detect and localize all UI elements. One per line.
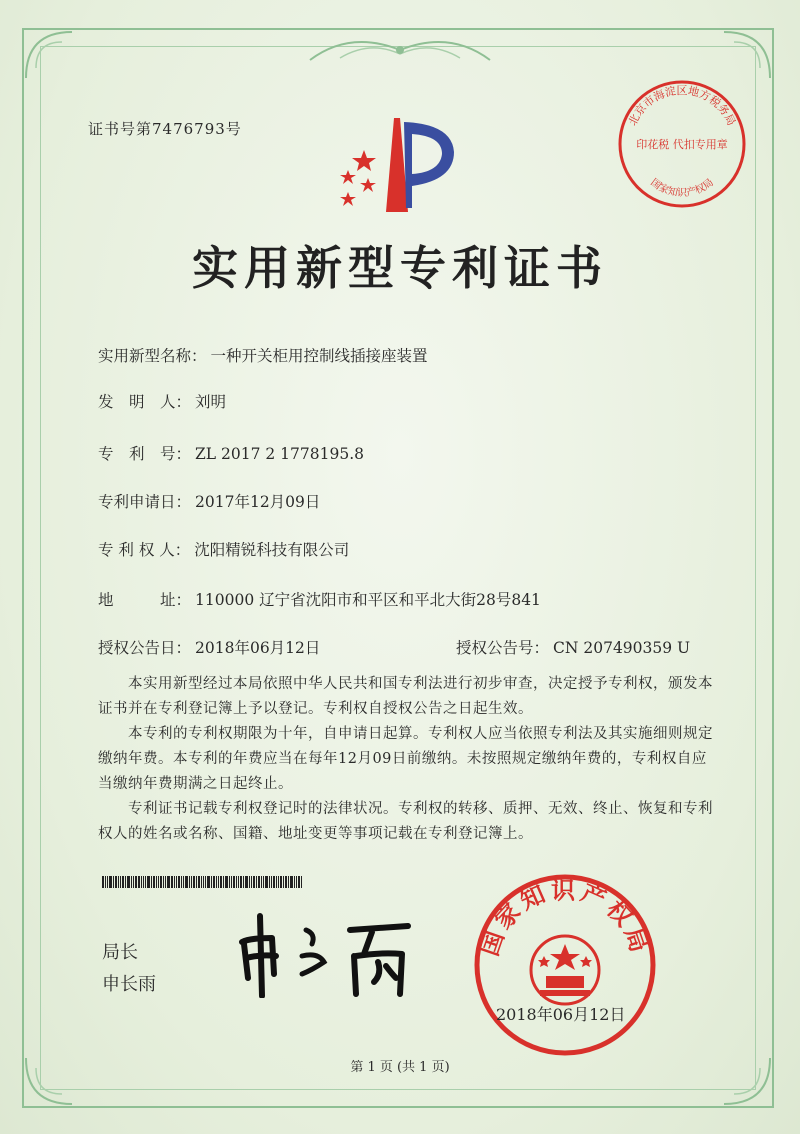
barcode-bar	[243, 876, 244, 888]
barcode-bar	[288, 876, 289, 888]
grant-number-value: CN 207490359 U	[553, 639, 691, 657]
barcode-bar	[213, 876, 215, 888]
field-patentee	[98, 538, 349, 560]
svg-text:北京市海淀区地方税务局	[626, 83, 738, 127]
grant-number-label: 授权公告号：	[456, 639, 550, 657]
top-ornament	[300, 30, 500, 70]
barcode-bar	[203, 876, 204, 888]
barcode-bar	[263, 876, 264, 888]
barcode-bar	[298, 876, 300, 888]
barcode-bar	[183, 876, 184, 888]
svg-text:国家知识产权局	[648, 176, 715, 199]
certificate-title: 实用新型专利证书	[192, 241, 608, 295]
barcode-bar	[301, 876, 302, 888]
statement-paragraph: 本专利的专利权期限为十年，自申请日起算。专利权人应当依照专利法及其实施细则规定缴纳年费。本专利的年费应当在每年12月09日前缴纳。未按照规定缴纳年费的，专利权自应当缴纳年费期满之日起终止。	[98, 726, 713, 792]
barcode-bar	[181, 876, 182, 888]
national-emblem-icon	[531, 936, 599, 1004]
official-seal	[470, 870, 660, 1060]
barcode-bar	[265, 876, 268, 888]
tax-stamp-bottom-text: 国家知识产权局	[648, 177, 716, 199]
barcode-bar	[167, 876, 170, 888]
barcode-bar	[201, 876, 202, 888]
barcode-bar	[273, 876, 275, 888]
barcode-bar	[223, 876, 224, 888]
barcode-bar	[269, 876, 270, 888]
field-grant-number	[456, 636, 690, 658]
barcode-bar	[231, 876, 232, 888]
barcode-bar	[296, 876, 297, 888]
address-value: 110000 辽宁省沈阳市和平区和平北大街28号841	[195, 591, 541, 609]
barcode-bar	[251, 876, 252, 888]
barcode-bar	[207, 876, 210, 888]
signatory-title: 局长	[102, 942, 138, 963]
barcode-bar	[133, 876, 134, 888]
barcode-bar	[225, 876, 228, 888]
barcode-bar	[153, 876, 155, 888]
barcode-bar	[131, 876, 132, 888]
signatory-name: 申长雨	[102, 974, 156, 995]
barcode-bar	[205, 876, 206, 888]
field-address	[98, 588, 541, 610]
barcode-bar	[107, 876, 108, 888]
barcode-bar	[176, 876, 177, 888]
barcode-bar	[138, 876, 140, 888]
barcode-bar	[193, 876, 195, 888]
barcode-bar	[249, 876, 250, 888]
barcode-bar	[178, 876, 180, 888]
statement-paragraph: 本实用新型经过本局依照中华人民共和国专利法进行初步审查，决定授予专利权，颁发本证书并在专利登记簿上予以登记。专利权自授权公告之日起生效。	[98, 676, 713, 717]
tax-stamp	[612, 74, 752, 214]
barcode-bar	[280, 876, 282, 888]
application-date-label: 专利申请日：	[98, 493, 192, 511]
barcode-bar	[109, 876, 112, 888]
barcode-bar	[163, 876, 164, 888]
tax-stamp-outer-text: 北京市海淀区地方税务局	[625, 83, 739, 128]
corner-ornament-top-left	[22, 28, 82, 88]
barcode-bar	[240, 876, 242, 888]
barcode-bar	[220, 876, 222, 888]
barcode-bar	[115, 876, 117, 888]
patentee-value: 沈阳精锐科技有限公司	[194, 541, 350, 559]
handwritten-signature	[232, 908, 422, 998]
barcode-bar	[211, 876, 212, 888]
barcode-bar	[122, 876, 124, 888]
barcode-bar	[174, 876, 175, 888]
barcode-bar	[102, 876, 104, 888]
patent-number-value: ZL 2017 2 1778195.8	[195, 445, 364, 463]
barcode-bar	[253, 876, 255, 888]
barcode-bar	[233, 876, 235, 888]
seal-text: 国家知识产权局	[474, 875, 656, 960]
inventor-label: 发 明 人：	[98, 393, 192, 411]
barcode-bar	[256, 876, 257, 888]
patentee-label: 专 利 权 人：	[98, 541, 191, 559]
barcode-bar	[127, 876, 130, 888]
barcode-bar	[218, 876, 219, 888]
barcode-bar	[145, 876, 146, 888]
barcode-bar	[160, 876, 162, 888]
barcode-bar	[135, 876, 137, 888]
issue-date: 2018年06月12日	[496, 1005, 626, 1024]
barcode-bar	[156, 876, 157, 888]
barcode-bar	[185, 876, 188, 888]
model-name-label: 实用新型名称：	[98, 347, 207, 365]
barcode-bar	[229, 876, 230, 888]
barcode-bar	[245, 876, 248, 888]
field-grant-date	[98, 636, 320, 658]
model-name-value: 一种开关柜用控制线插接座装置	[210, 347, 428, 365]
barcode-bar	[290, 876, 293, 888]
barcode-bar	[120, 876, 121, 888]
barcode-bar	[171, 876, 173, 888]
barcode-bar	[198, 876, 200, 888]
barcode-bar	[158, 876, 159, 888]
barcode-bar	[285, 876, 287, 888]
page-number: 第 1 页 (共 1 页)	[350, 1060, 450, 1075]
barcode-bar	[143, 876, 144, 888]
inventor-value: 刘明	[195, 393, 227, 411]
barcode-bar	[191, 876, 192, 888]
barcode-bar	[276, 876, 277, 888]
patent-number-label: 专 利 号：	[98, 445, 192, 463]
barcode-bar	[261, 876, 262, 888]
barcode-bar	[196, 876, 197, 888]
barcode-bar	[271, 876, 272, 888]
address-label: 地 址：	[98, 591, 192, 609]
barcode-bar	[118, 876, 119, 888]
certificate-number: 证书号第7476793号	[88, 120, 242, 138]
barcode-bar	[236, 876, 237, 888]
barcode-bar	[105, 876, 106, 888]
barcode-bar	[294, 876, 295, 888]
statement-text	[98, 672, 718, 847]
grant-date-value: 2018年06月12日	[195, 639, 321, 657]
barcode-bar	[189, 876, 190, 888]
barcode-bar	[283, 876, 284, 888]
field-model-name	[98, 344, 428, 366]
barcode-bar	[125, 876, 126, 888]
barcode-bar	[141, 876, 142, 888]
barcode	[102, 876, 360, 888]
barcode-bar	[258, 876, 260, 888]
barcode-bar	[238, 876, 239, 888]
application-date-value: 2017年12月09日	[195, 493, 321, 511]
barcode-bar	[165, 876, 166, 888]
barcode-bar	[151, 876, 152, 888]
tax-stamp-inner-text: 印花税 代扣专用章	[636, 138, 728, 151]
grant-date-label: 授权公告日：	[98, 639, 192, 657]
barcode-bar	[147, 876, 150, 888]
field-application-date	[98, 490, 320, 512]
barcode-bar	[278, 876, 279, 888]
field-patent-number	[98, 442, 364, 464]
patent-office-emblem-icon	[334, 112, 464, 224]
field-inventor	[98, 390, 226, 412]
barcode-bar	[113, 876, 114, 888]
barcode-bar	[216, 876, 217, 888]
statement-paragraph: 专利证书记载专利权登记时的法律状况。专利权的转移、质押、无效、终止、恢复和专利权人的姓名或名称、国籍、地址变更等事项记载在专利登记簿上。	[98, 801, 713, 842]
